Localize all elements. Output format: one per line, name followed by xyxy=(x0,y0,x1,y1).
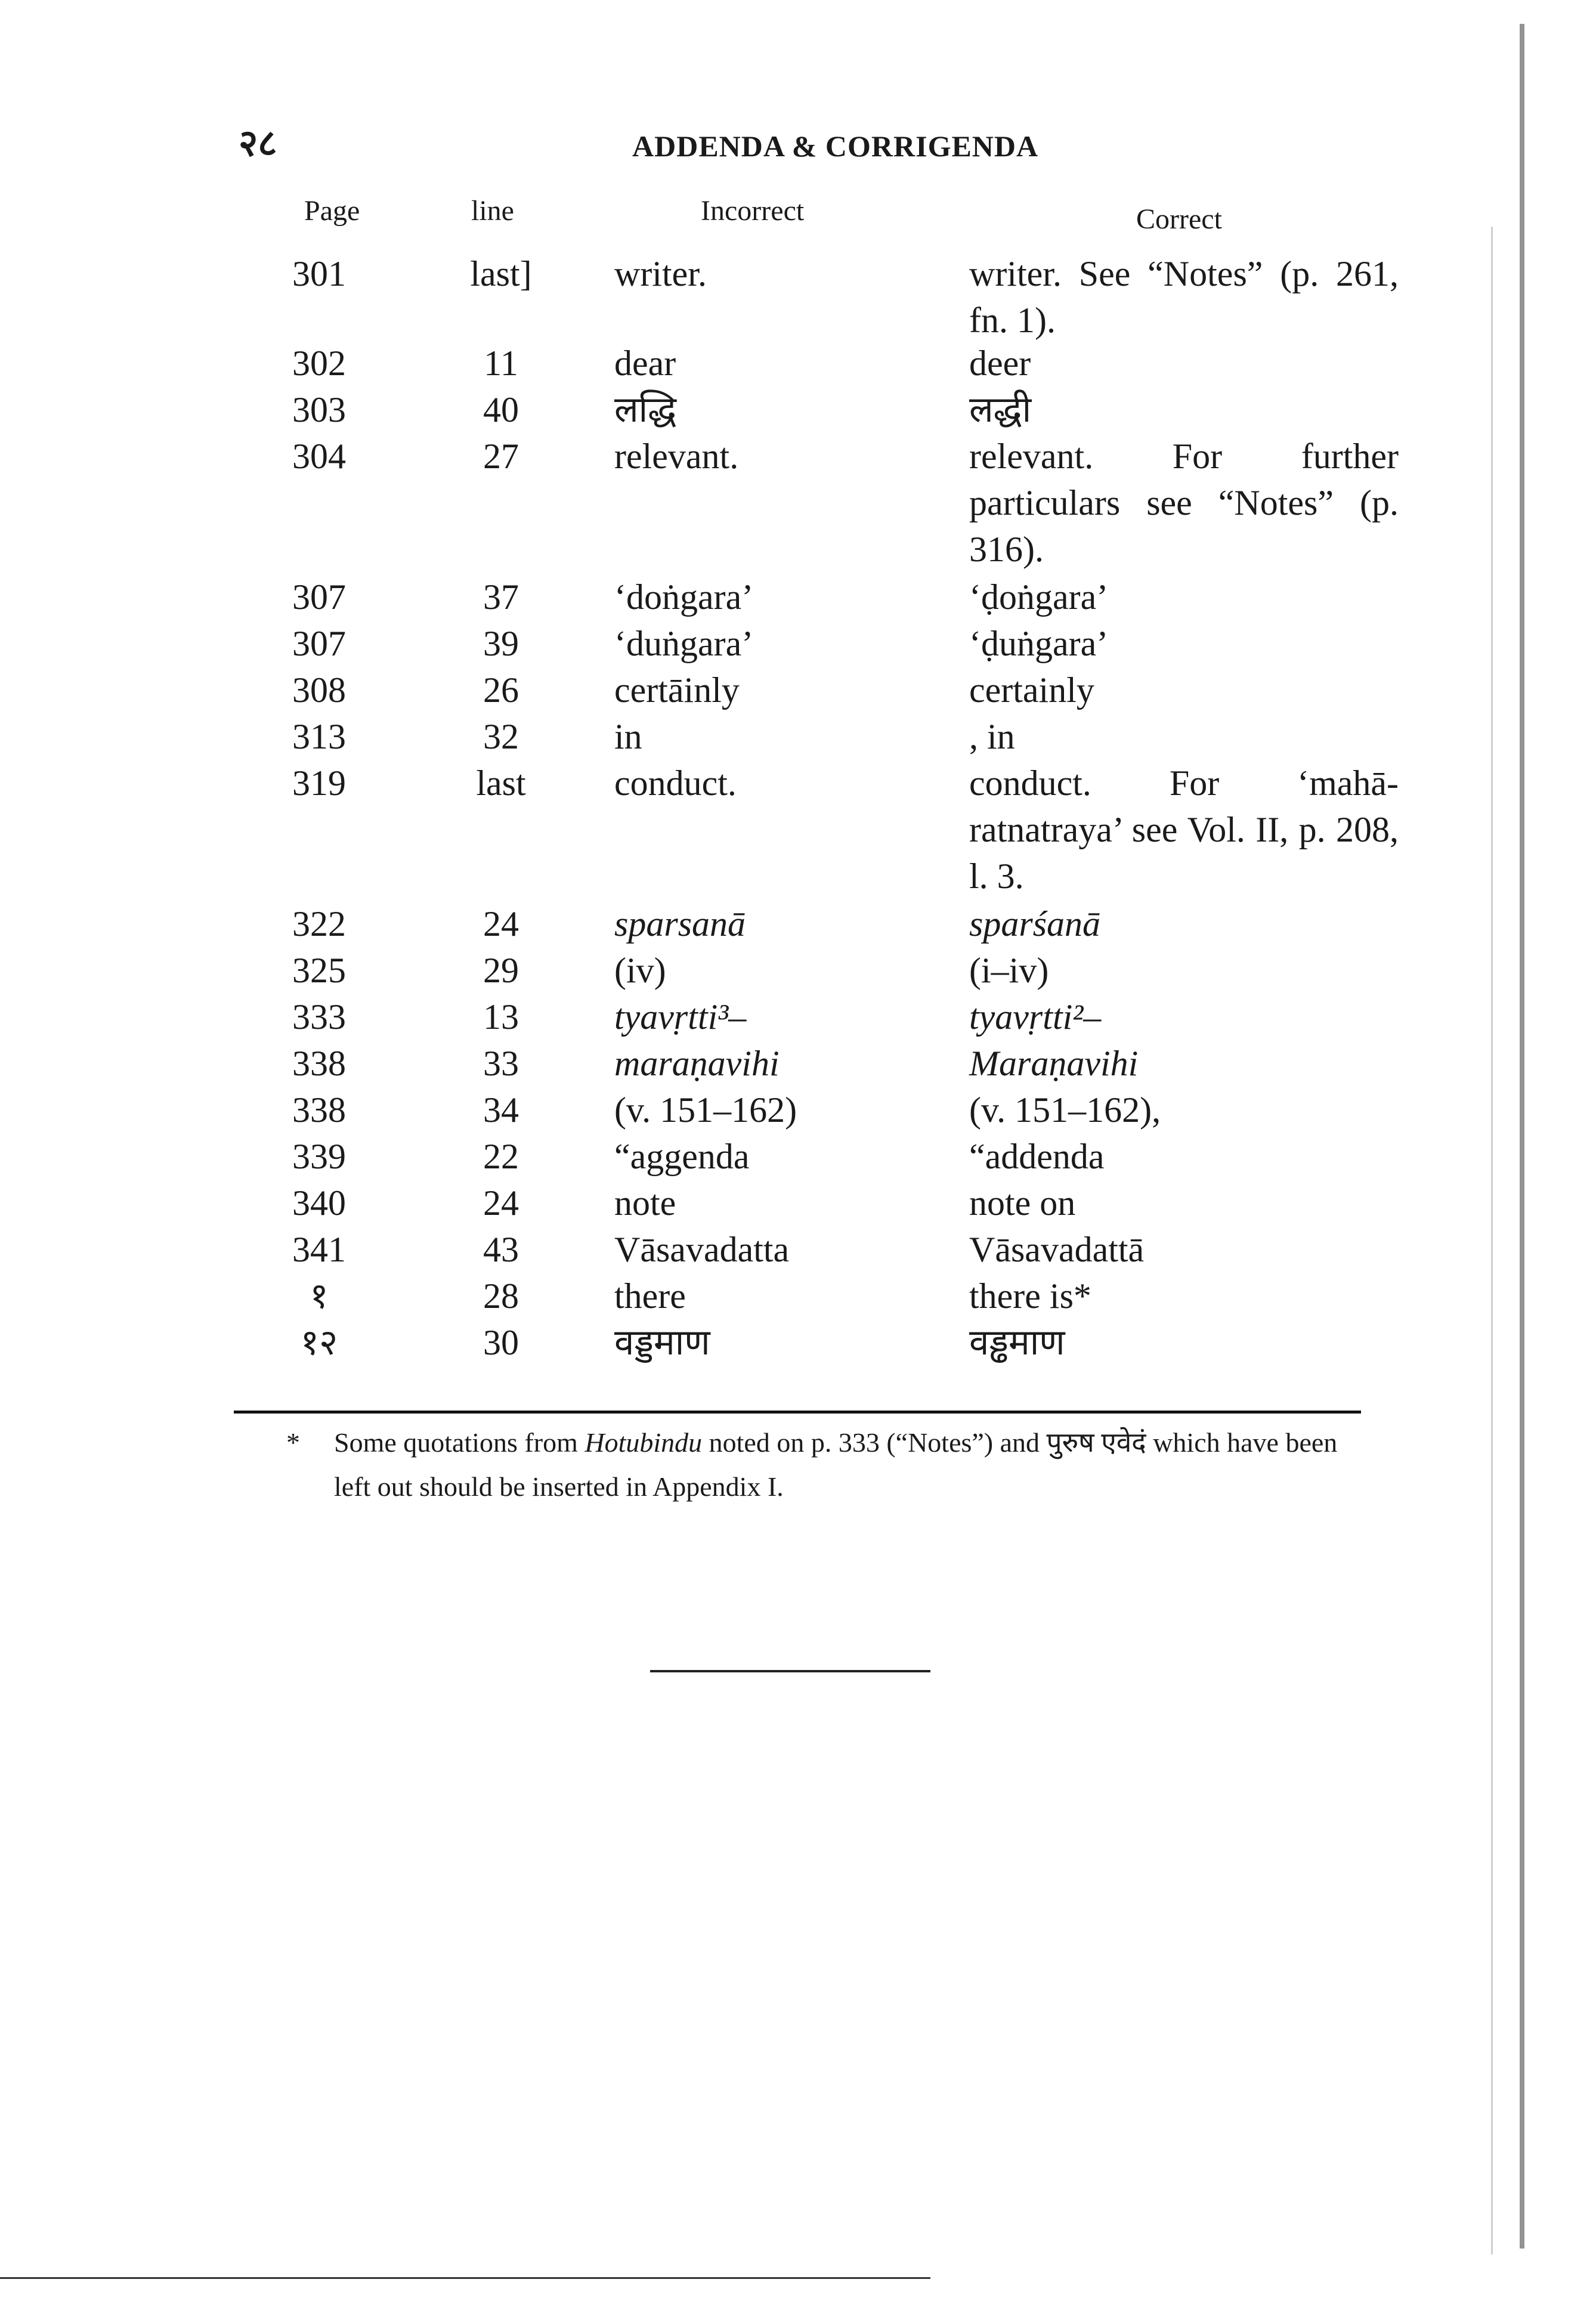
cell-page: 307 xyxy=(292,624,346,663)
table-row xyxy=(0,1087,1596,1133)
cell-line: 28 xyxy=(483,1276,519,1316)
cell-page: 339 xyxy=(292,1137,346,1176)
cell-line: 29 xyxy=(483,951,519,990)
cell-line: 24 xyxy=(483,1183,519,1223)
cell-correct: certainly xyxy=(969,670,1094,710)
cell-correct: Maraṇavihi xyxy=(969,1044,1139,1083)
cell-correct: ‘ḍoṅgara’ xyxy=(969,577,1109,617)
cell-correct: writer. See “Notes” (p. 261, fn. 1). xyxy=(969,254,1399,340)
cell-page: १ xyxy=(310,1276,329,1316)
cell-page: 325 xyxy=(292,951,346,990)
cell-incorrect: वड्डमाण xyxy=(614,1323,710,1362)
footnote-body xyxy=(334,1421,1372,1509)
cell-line: 11 xyxy=(484,344,518,383)
table-row xyxy=(0,901,1596,947)
cell-line: 13 xyxy=(483,997,519,1037)
cell-correct: note on xyxy=(969,1183,1076,1223)
cell-incorrect: maraṇavihi xyxy=(614,1044,780,1083)
table-row xyxy=(0,1180,1596,1226)
cell-line: last] xyxy=(470,254,532,293)
footnote-title: Hotubindu xyxy=(584,1427,703,1458)
column-headers xyxy=(0,194,1596,236)
cell-page: 301 xyxy=(292,254,346,293)
header-page: Page xyxy=(304,195,360,227)
cell-correct: relevant. For further particulars see “Notes” (p. 316). xyxy=(969,437,1399,569)
cell-incorrect: (iv) xyxy=(614,951,666,990)
cell-incorrect: certāinly xyxy=(614,670,740,710)
cell-line: 40 xyxy=(483,390,519,429)
table-row xyxy=(0,1226,1596,1273)
header-incorrect: Incorrect xyxy=(701,195,805,227)
table-row xyxy=(0,994,1596,1040)
footnote-text-after: noted on p. 333 (“Notes”) and पुरुष एवेदं which have been left out should be inserted in Appendix I. xyxy=(334,1427,1338,1502)
cell-incorrect: sparsanā xyxy=(614,904,746,944)
cell-correct: (i–iv) xyxy=(969,951,1049,990)
cell-page: 333 xyxy=(292,997,346,1037)
table-row xyxy=(0,250,1596,340)
table-row xyxy=(0,1319,1596,1366)
cell-correct: Vāsavadattā xyxy=(969,1230,1145,1269)
table-row xyxy=(0,620,1596,667)
cell-page: 313 xyxy=(292,717,346,756)
cell-correct: there is* xyxy=(969,1276,1091,1316)
cell-correct: “addenda xyxy=(969,1137,1105,1176)
header-line: line xyxy=(471,195,514,227)
cell-correct: लद्धी xyxy=(969,390,1032,429)
page-number: २८ xyxy=(239,121,277,165)
cell-page: 308 xyxy=(292,670,346,710)
cell-incorrect: लद्धि xyxy=(614,390,677,429)
cell-correct: (v. 151–162), xyxy=(969,1090,1161,1130)
cell-incorrect: ‘duṅgara’ xyxy=(614,624,754,663)
cell-incorrect: tyavṛtti³– xyxy=(614,997,747,1037)
cell-correct: ‘ḍuṅgara’ xyxy=(969,624,1109,663)
table-row xyxy=(0,574,1596,620)
cell-line: last xyxy=(476,763,526,803)
cell-incorrect: there xyxy=(614,1276,686,1316)
footnote-text-before: Some quotations from xyxy=(334,1427,585,1458)
table-row xyxy=(0,667,1596,713)
cell-line: 34 xyxy=(483,1090,519,1130)
cell-line: 24 xyxy=(483,904,519,944)
cell-correct: tyavṛtti²– xyxy=(969,997,1102,1037)
cell-line: 37 xyxy=(483,577,519,617)
cell-line: 30 xyxy=(483,1323,519,1362)
running-head: ADDENDA & CORRIGENDA xyxy=(632,129,1039,163)
cell-page: 341 xyxy=(292,1230,346,1269)
cell-line: 33 xyxy=(483,1044,519,1083)
cell-page: 303 xyxy=(292,390,346,429)
cell-line: 27 xyxy=(483,437,519,476)
cell-page: 319 xyxy=(292,763,346,803)
table-row xyxy=(0,1273,1596,1319)
cell-incorrect: (v. 151–162) xyxy=(614,1090,797,1130)
table-row xyxy=(0,713,1596,760)
cell-correct: , in xyxy=(969,717,1015,756)
page-bottom-rule xyxy=(0,2277,930,2279)
cell-line: 32 xyxy=(483,717,519,756)
table-row xyxy=(0,760,1596,901)
cell-correct: sparśanā xyxy=(969,904,1101,944)
cell-page: 304 xyxy=(292,437,346,476)
cell-incorrect: dear xyxy=(614,344,676,383)
cell-incorrect: in xyxy=(614,717,642,756)
cell-line: 22 xyxy=(483,1137,519,1176)
cell-page: 307 xyxy=(292,577,346,617)
cell-page: १२ xyxy=(300,1323,338,1362)
cell-page: 338 xyxy=(292,1044,346,1083)
footnote-marker: * xyxy=(286,1427,300,1458)
section-end-rule xyxy=(650,1670,930,1672)
table-row xyxy=(0,433,1596,574)
cell-page: 340 xyxy=(292,1183,346,1223)
cell-incorrect: relevant. xyxy=(614,437,739,476)
cell-line: 39 xyxy=(483,624,519,663)
cell-incorrect: conduct. xyxy=(614,763,737,803)
cell-incorrect: “aggenda xyxy=(614,1137,750,1176)
cell-incorrect: Vāsavadatta xyxy=(614,1230,790,1269)
cell-correct: deer xyxy=(969,344,1031,383)
cell-incorrect: writer. xyxy=(614,254,707,293)
cell-correct: conduct. For ‘mahā-ratnatraya’ see Vol. II, p. 208, l. 3. xyxy=(969,763,1399,896)
table-row xyxy=(0,947,1596,994)
cell-incorrect: ‘doṅgara’ xyxy=(614,577,754,617)
table-row xyxy=(0,1040,1596,1087)
cell-line: 43 xyxy=(483,1230,519,1269)
table-bottom-rule xyxy=(234,1411,1361,1414)
cell-line: 26 xyxy=(483,670,519,710)
table-row xyxy=(0,386,1596,433)
cell-page: 338 xyxy=(292,1090,346,1130)
table-row xyxy=(0,1133,1596,1180)
footnote xyxy=(286,1421,1372,1509)
cell-correct: वड्ढमाण xyxy=(969,1323,1065,1362)
cell-page: 302 xyxy=(292,344,346,383)
header-correct: Correct xyxy=(1136,203,1222,235)
table-row xyxy=(0,340,1596,386)
cell-incorrect: note xyxy=(614,1183,676,1223)
cell-page: 322 xyxy=(292,904,346,944)
